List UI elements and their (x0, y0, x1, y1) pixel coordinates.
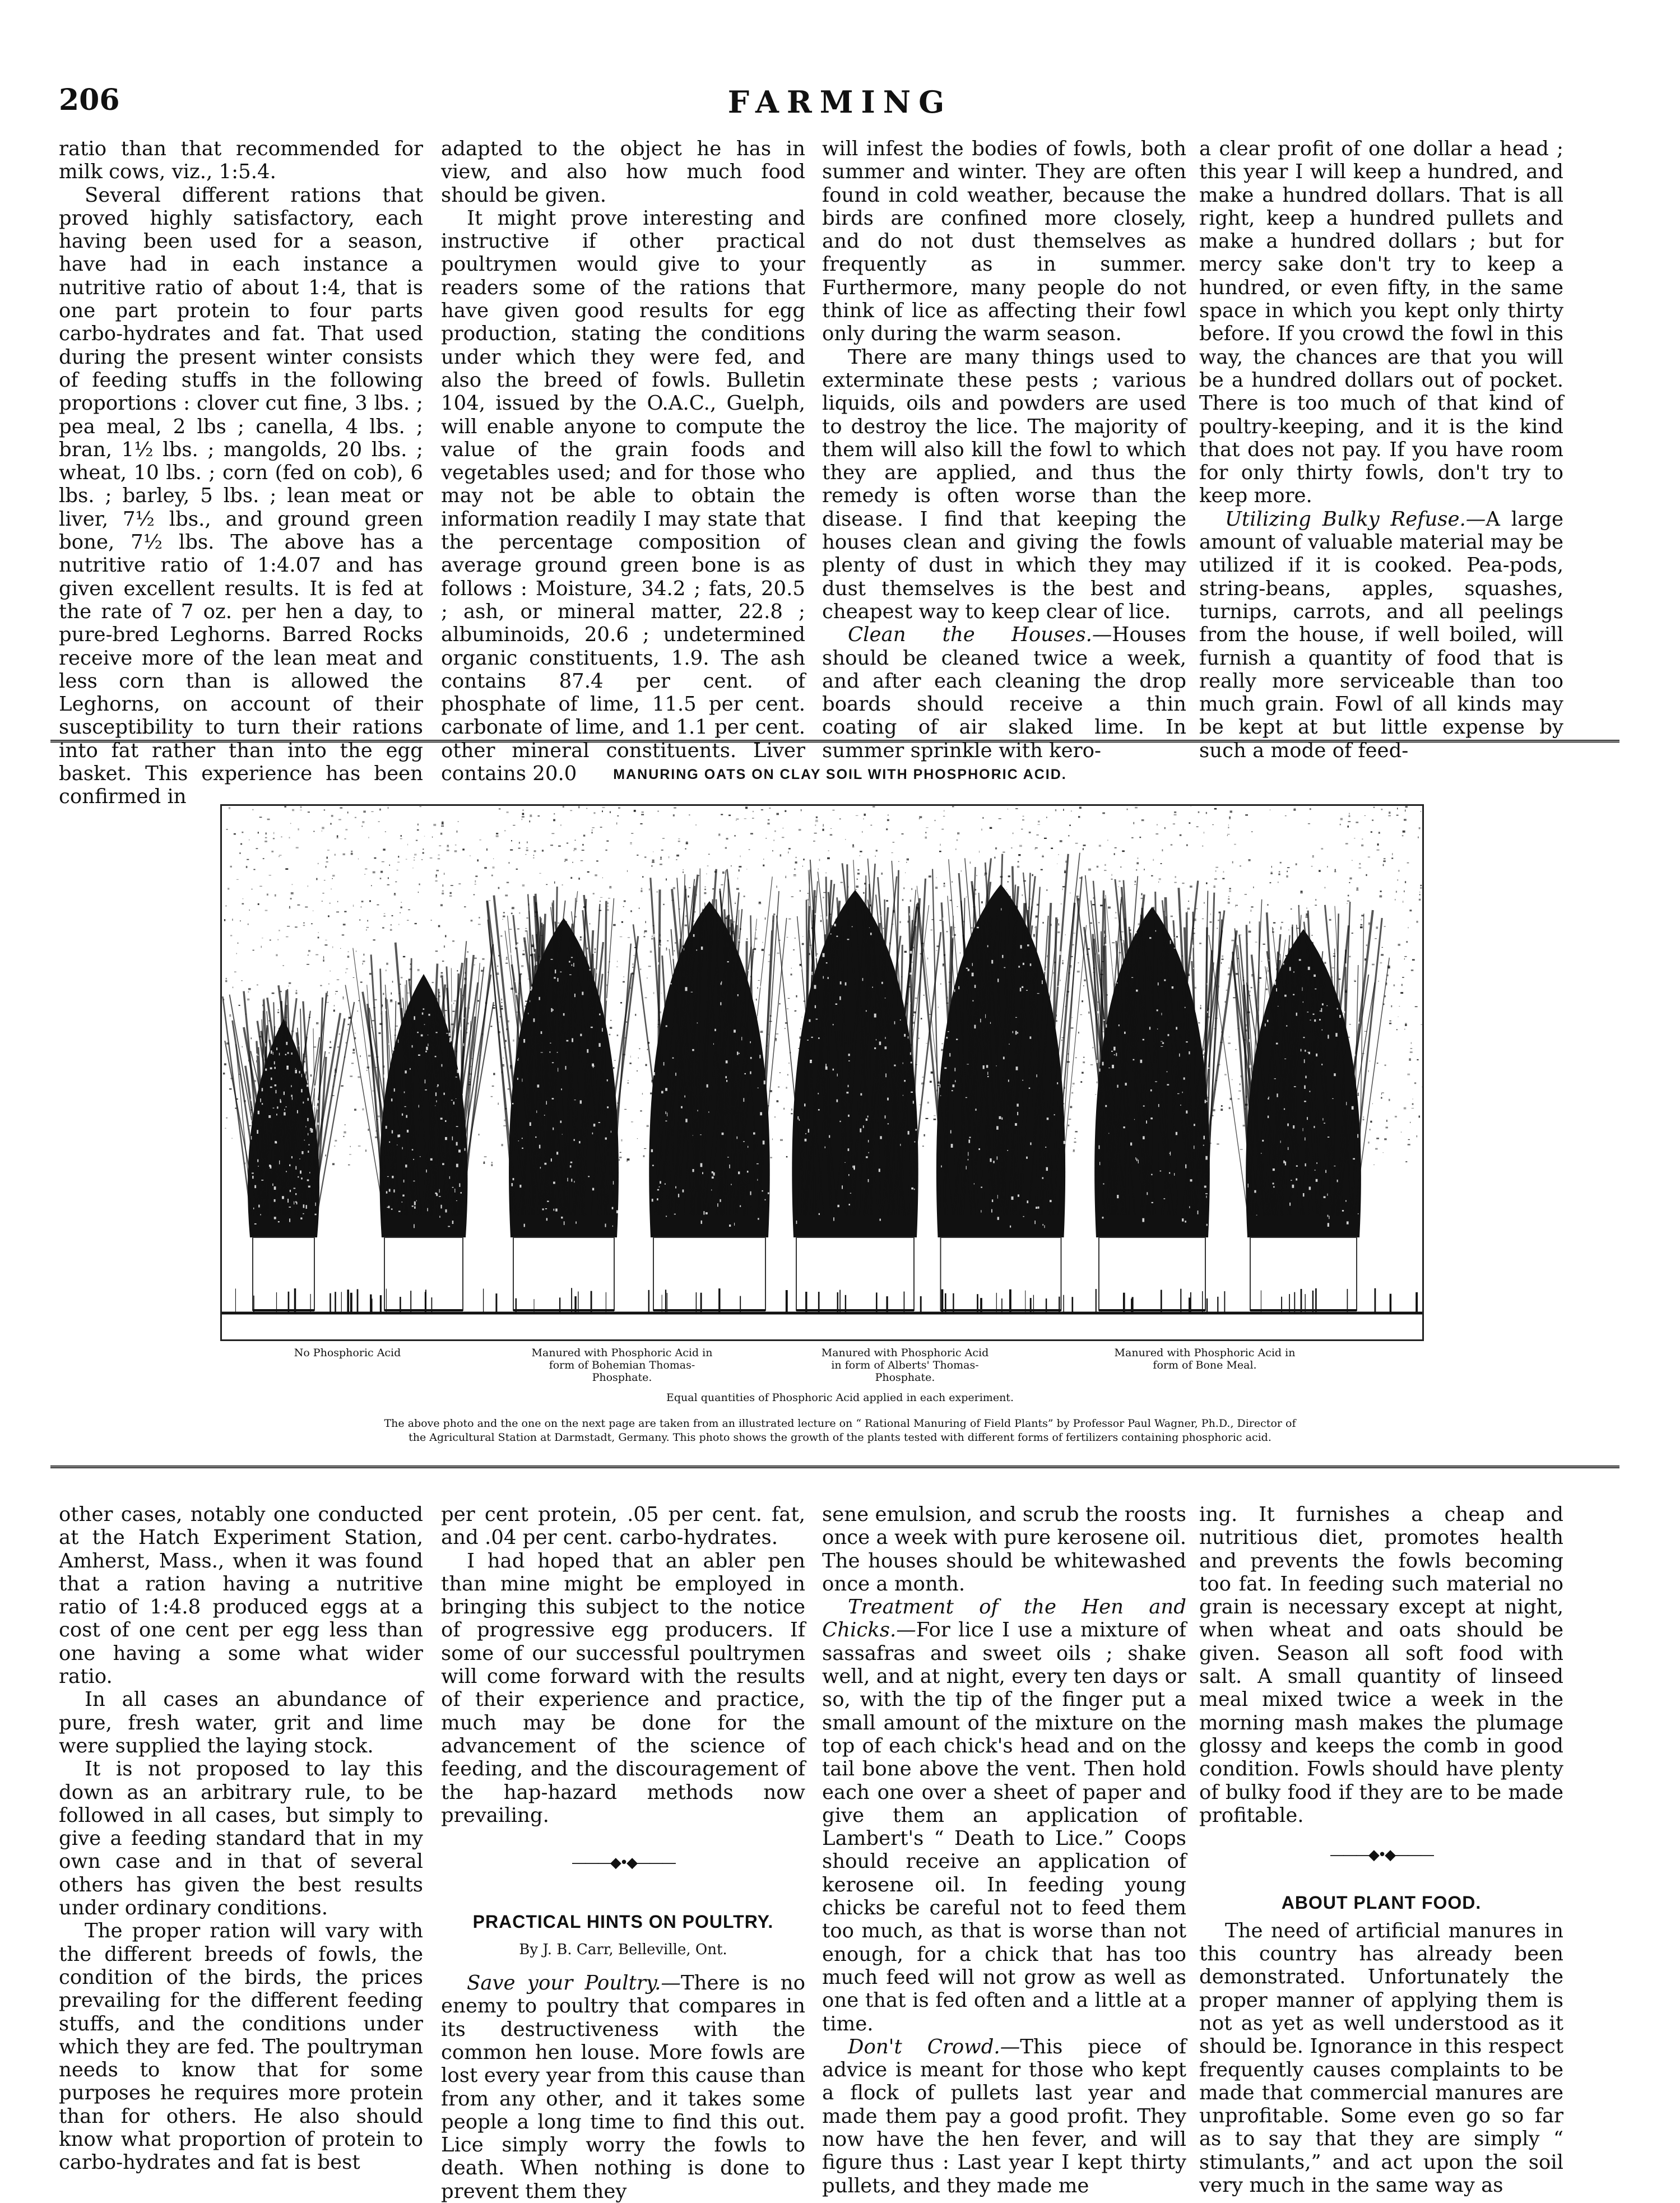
paragraph (441, 1503, 805, 1550)
caption-alberts: Manured with Phosphoric Acid in form of Alberts' Thomas-Phosphate. (815, 1347, 995, 1384)
paragraph (822, 346, 1186, 624)
equal-quantities-note: Equal quantities of Phosphoric Acid applied in each experiment. (0, 1391, 1680, 1404)
bottom-column-1 (59, 1503, 423, 2174)
paragraph-lead: Treatment of the Hen and Chicks.— (822, 1596, 1186, 1641)
caption-bone-meal: Manured with Phosphoric Acid in form of Bone Meal. (1112, 1347, 1297, 1371)
paragraph (1199, 508, 1563, 762)
paragraph-text: In all cases an abundance of pure, fresh water, grit and lime were supplied the laying stock. (59, 1688, 423, 1757)
paragraph-text: This piece of advice is meant for those who kept a flock of pullets last year and made them pay a good profit. They now have the hen fever, and will figure thus : Last year I kept thirty pullets, and they made me (822, 2035, 1186, 2197)
paragraph (59, 1503, 423, 1688)
figure-title: MANURING OATS ON CLAY SOIL WITH PHOSPHORIC ACID. (0, 767, 1680, 783)
top-divider-rule (50, 740, 1619, 743)
paragraph (822, 137, 1186, 346)
bottom-column-4 (1199, 1503, 1563, 2197)
photo-credit-line-1: The above photo and the one on the next page are taken from an illustrated lecture on “ Rational Manuring of Field Plants” by Professor Paul Wagner, Ph.D., Director of (0, 1417, 1680, 1430)
paragraph (441, 1972, 805, 2203)
paragraph-text: The need of artificial manures in this country has already been demonstrated. Unfortunately the proper manner of applying them is not as yet as well understood as it should be. Ignorance in this respect frequently causes complaints to be made that commercial manures are unprofitable. Some even go so far as to say that they are simply “ stimulants,” and act upon the soil very much in the same way as (1199, 1919, 1563, 2197)
paragraph-text: Several different rations that proved highly satisfactory, each having been used for a season, have had in each instance a nutritive ratio of about 1:4, that is one part protein to four parts carbo-hydrates and fat. That used during the present winter consists of feeding stuffs in the following proportions : clover cut fine, 3 lbs. ; pea meal, 2 lbs ; canella, 4 lbs. ; bran, 1½ lbs. ; mangolds, 20 lbs. ; wheat, 10 lbs. ; corn (fed on cob), 6 lbs. ; barley, 5 lbs. ; lean meat or liver, 7½ lbs., and ground green bone, 7½ lbs. The above has a nutritive ratio of 1:4.07 and has given excellent results. It is fed at the rate of 7 oz. per hen a day, to pure-bred Leghorns. Barred Rocks receive more of the lean meat and less corn than is allowed the Leghorns, on account of their susceptibility to turn their rations into fat rather than into the egg basket. This experience has been confirmed in (59, 184, 423, 809)
photo-credit-line-2: the Agricultural Station at Darmstadt, Germany. This photo shows the growth of the plants tested with different forms of fertilizers containing phosphoric acid. (0, 1431, 1680, 1444)
paragraph-lead: Clean the Houses.— (848, 623, 1112, 646)
paragraph-text: I had hoped that an abler pen than mine might be employed in bringing this subject to the notice of progressive egg producers. If some of our successful poultrymen will come forward with the results of their experience and practice, much may be done for the advancement of the science of feeding, and the discouragement of the hap-hazard methods now prevailing. (441, 1550, 805, 1827)
paragraph-text: adapted to the object he has in view, and also how much food should be given. (441, 137, 805, 207)
bottom-divider-rule (50, 1465, 1619, 1468)
paragraph (1199, 1503, 1563, 1827)
oat-plants-photo (220, 804, 1424, 1341)
bottom-column-2 (441, 1503, 805, 2203)
top-column-2 (441, 137, 805, 785)
paragraph-lead: Don't Crowd.— (848, 2035, 1020, 2058)
paragraph-text: ing. It furnishes a cheap and nutritious diet, promotes health and prevents the fowls becoming too fat. In feeding such material no grain is necessary except at night, when wheat and oats should be given. Season all soft food with salt. A small quantity of linseed meal mixed twice a week in the morning mash makes the plumage glossy and keeps the comb in good condition. Fowls should have plenty of bulky food if they are to be made profitable. (1199, 1503, 1563, 1827)
paragraph-text: will infest the bodies of fowls, both summer and winter. They are often found in cold weather, because the birds are confined more closely, and do not dust themselves as frequently as in summer. Furthermore, many people do not think of lice as affecting their fowl only during the warm season. (822, 137, 1186, 345)
paragraph-text: It is not proposed to lay this down as an arbitrary rule, to be followed in all cases, but simply to give a feeding standard that in my own case and in that of several others has given the best results under ordinary conditions. (59, 1757, 423, 1919)
page-number: 206 (59, 83, 120, 117)
paragraph (441, 1550, 805, 1828)
paragraph (441, 137, 805, 207)
paragraph (1199, 137, 1563, 508)
paragraph-text: Houses should be cleaned twice a week, and after each cleaning the drop boards should receive a thin coating of air slaked lime. In summer sprinkle with kero- (822, 623, 1186, 762)
paragraph (822, 2035, 1186, 2197)
caption-no-phosphoric: No Phosphoric Acid (263, 1347, 431, 1359)
running-title: FARMING (0, 84, 1680, 120)
paragraph-text: per cent protein, .05 per cent. fat, and .04 per cent. carbo-hydrates. (441, 1503, 805, 1549)
section-ornament-2: ———◆•◆——— (1199, 1844, 1563, 1867)
article-byline: By J. B. Carr, Belleville, Ont. (441, 1938, 805, 1961)
paragraph (59, 1757, 423, 1919)
paragraph-text: There is no enemy to poultry that compares in its destructiveness with the common hen louse. More fowls are lost every year from this cause than from any other, and it takes some people a long time to find this out. Lice simply worry the fowls to death. When nothing is done to prevent them they (441, 1972, 805, 2203)
article-heading-poultry: PRACTICAL HINTS ON POULTRY. (441, 1910, 805, 1933)
article-heading-plant-food: ABOUT PLANT FOOD. (1199, 1891, 1563, 1914)
top-column-4 (1199, 137, 1563, 762)
top-column-3 (822, 137, 1186, 762)
paragraph-text: It might prove interesting and instructive if other practical poultrymen would give to your readers some of the rations that have given good results for egg production, stating the conditions under which they were fed, and also the breed of fowls. Bulletin 104, issued by the O.A.C., Guelph, will enable anyone to compute the value of the grain foods and vegetables used; and for those who may not be able to obtain the information readily I may state that the percentage composition of average ground green bone is as follows : Moisture, 34.2 ; fats, 20.5 ; ash, or mineral matter, 22.8 ; albuminoids, 20.6 ; undetermined organic constituents, 1.9. The ash contains 87.4 per cent. of phosphate of lime, 11.5 per cent. carbonate of lime, and 1.1 per cent. other mineral constituents. Liver contains 20.0 (441, 207, 805, 785)
caption-bohemian: Manured with Phosphoric Acid in form of Bohemian Thomas-Phosphate. (530, 1347, 714, 1384)
paragraph (1199, 1919, 1563, 2197)
paragraph-text: other cases, notably one conducted at the Hatch Experiment Station, Amherst, Mass., when it was found that a ration having a nutritive ratio of 1:4.8 produced eggs at a cost of one cent per egg less than one having a some what wider ratio. (59, 1503, 423, 1688)
paragraph (59, 1688, 423, 1757)
paragraph-lead: Utilizing Bulky Refuse.— (1225, 508, 1486, 531)
top-column-1 (59, 137, 423, 809)
section-ornament: ———◆•◆——— (441, 1852, 805, 1875)
paragraph (59, 1919, 423, 2174)
paragraph-lead: Save your Poultry.— (467, 1972, 681, 1995)
paragraph (822, 1503, 1186, 1596)
paragraph-text: a clear profit of one dollar a head ; this year I will keep a hundred, and make a hundred dollars. That is all right, keep a hundred pullets and make a hundred dollars ; but for mercy sake don't try to keep a hundred, or even fifty, in the same space in which you kept only thirty before. If you crowd the fowl in this way, the chances are that you will be a hundred dollars out of pocket. There is too much of that kind of poultry-keeping, and it is the kind that does not pay. If you have room for only thirty fowls, don't try to keep more. (1199, 137, 1563, 507)
paragraph (59, 184, 423, 809)
paragraph (59, 137, 423, 184)
paragraph-text: There are many things used to exterminate these pests ; various liquids, oils and powders are used to destroy the lice. The majority of them will also kill the fowl to which they are applied, and thus the remedy is often worse than the disease. I find that keeping the houses clean and giving the fowls plenty of dust in which they may dust themselves is the best and cheapest way to keep clear of lice. (822, 346, 1186, 623)
paragraph-text: For lice I use a mixture of sassafras and sweet oils ; shake well, and at night, every ten days or so, with the tip of the finger put a small amount of the mixture on the top of each chick's head and on the tail bone above the vent. Then hold each one over a sheet of paper and give them an application of Lambert's “ Death to Lice.” Coops should receive an application of kerosene oil. In feeding young chicks be careful not to feed them too much, as that is worse than not enough, for a chick that has too much feed will not grow as well as one that is fed often and a little at a time. (822, 1618, 1186, 2035)
bottom-column-3 (822, 1503, 1186, 2197)
paragraph (822, 1596, 1186, 2035)
paragraph-text: sene emulsion, and scrub the roosts once a week with pure kerosene oil. The houses should be whitewashed once a month. (822, 1503, 1186, 1596)
paragraph (441, 207, 805, 785)
paragraph-text: A large amount of valuable material may be utilized if it is cooked. Pea-pods, string-beans, apples, squashes, turnips, carrots, and all peelings from the house, if well boiled, will furnish a quantity of food that is really more serviceable than too much grain. Fowl of all kinds may be kept at but little expense by such a mode of feed- (1199, 508, 1563, 762)
paragraph-text: The proper ration will vary with the different breeds of fowls, the condition of the birds, the prices prevailing for the different feeding stuffs, and the conditions under which they are fed. The poultryman needs to know that for some purposes he requires more protein than for others. He also should know what proportion of protein to carbo-hydrates and fat is best (59, 1919, 423, 2174)
paragraph-text: ratio than that recommended for milk cows, viz., 1:5.4. (59, 137, 423, 183)
